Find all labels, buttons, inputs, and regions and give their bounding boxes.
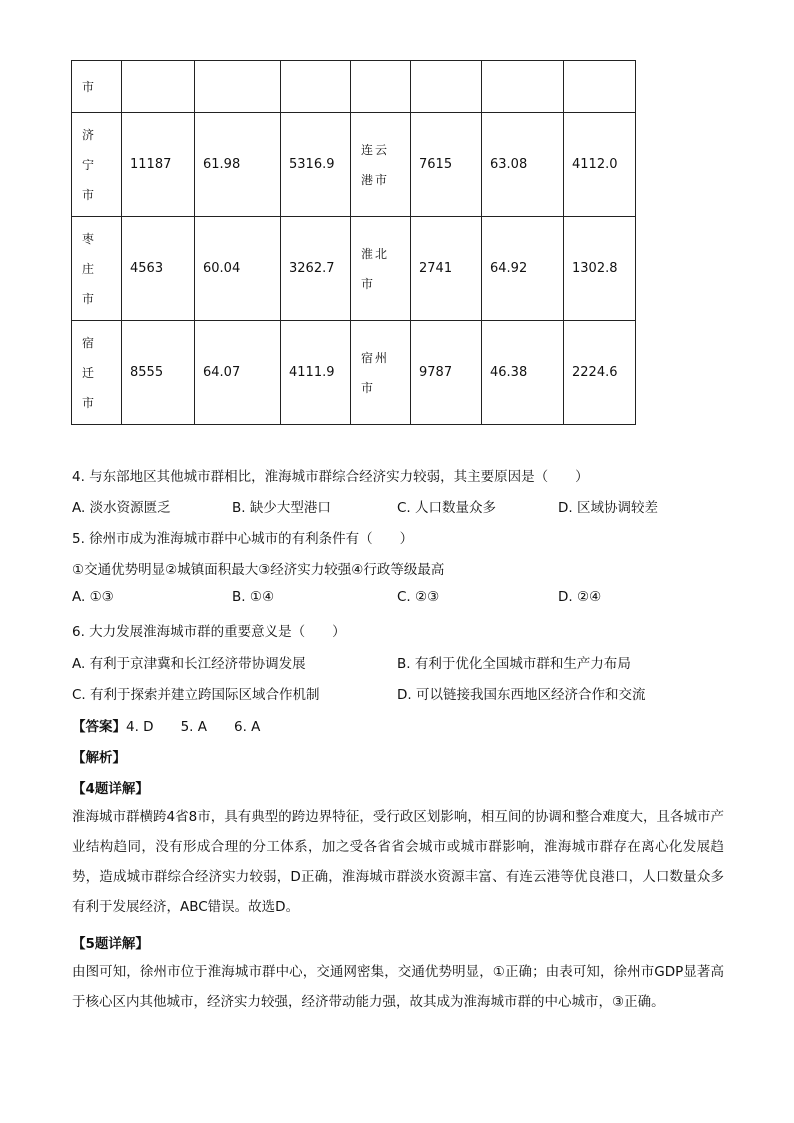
value-cell — [482, 61, 564, 113]
q6-option-b: B. 有利于优化全国城市群和生产力布局 — [397, 656, 631, 672]
value-cell: 46.38 — [482, 321, 564, 425]
city-name-cell — [351, 217, 411, 321]
city-name-part: 宿 — [82, 335, 97, 350]
city-name-part: 市 — [82, 395, 97, 410]
city-name-cell — [72, 113, 122, 217]
value-cell: 61.98 — [195, 113, 281, 217]
table-row — [72, 113, 636, 217]
value-cell: 4111.9 — [281, 321, 351, 425]
value-cell: 3262.7 — [281, 217, 351, 321]
value-cell: 7615 — [411, 113, 482, 217]
table-row — [72, 61, 636, 113]
table-row — [72, 321, 636, 425]
q4-option-d: D. 区域协调较差 — [558, 500, 658, 516]
city-name-part: 宿州 — [361, 350, 390, 365]
city-name-cell — [72, 217, 122, 321]
value-cell: 11187 — [122, 113, 195, 217]
city-name-part: 市 — [82, 187, 97, 202]
value-cell — [195, 61, 281, 113]
city-data-table — [71, 60, 636, 425]
question-6-stem: 6. 大力发展淮海城市群的重要意义是（ ） — [72, 624, 346, 640]
question-4-stem: 4. 与东部地区其他城市群相比，淮海城市群综合经济实力较弱，其主要原因是（ ） — [72, 469, 589, 485]
city-name-part: 市 — [361, 380, 376, 395]
value-cell: 1302.8 — [564, 217, 636, 321]
value-cell: 2741 — [411, 217, 482, 321]
value-cell — [281, 61, 351, 113]
city-name-cell — [72, 321, 122, 425]
city-name-part: 庄 — [82, 261, 97, 276]
table-row — [72, 217, 636, 321]
detail-5-text: 由图可知，徐州市位于淮海城市群中心，交通网密集，交通优势明显，①正确；由表可知，徐州市GDP显著高于核心区内其他城市，经济实力较强，经济带动能力强，故其成为淮海城市群的中心城市，③正确。 — [72, 964, 724, 1010]
value-cell: 4563 — [122, 217, 195, 321]
q5-option-a: A. ①③ — [72, 589, 114, 605]
city-name-part: 市 — [361, 276, 376, 291]
value-cell: 60.04 — [195, 217, 281, 321]
analysis-label: 【解析】 — [72, 750, 126, 766]
q5-option-d: D. ②④ — [558, 589, 602, 605]
city-name-part: 迁 — [82, 365, 97, 380]
detail-5-label: 【5题详解】 — [72, 936, 149, 952]
value-cell: 5316.9 — [281, 113, 351, 217]
answer-label: 【答案】 — [72, 719, 126, 735]
value-cell: 2224.6 — [564, 321, 636, 425]
city-name-part: 淮北 — [361, 246, 390, 261]
q6-option-d: D. 可以链接我国东西地区经济合作和交流 — [397, 687, 646, 703]
value-cell — [564, 61, 636, 113]
value-cell — [122, 61, 195, 113]
q4-option-c: C. 人口数量众多 — [397, 500, 497, 516]
city-name-part: 港市 — [361, 172, 390, 187]
q6-option-a: A. 有利于京津冀和长江经济带协调发展 — [72, 656, 306, 672]
q4-option-b: B. 缺少大型港口 — [232, 500, 331, 516]
answer-line — [72, 715, 260, 735]
city-name-part: 市 — [82, 291, 97, 306]
value-cell — [411, 61, 482, 113]
value-cell: 64.07 — [195, 321, 281, 425]
city-name-part: 枣 — [82, 231, 97, 246]
question-5-stem: 5. 徐州市成为淮海城市群中心城市的有利条件有（ ） — [72, 531, 414, 547]
q5-option-c: C. ②③ — [397, 589, 440, 605]
city-name-cell — [351, 61, 411, 113]
question-5-items: ①交通优势明显②城镇面积最大③经济实力较强④行政等级最高 — [72, 562, 445, 578]
city-name-cell — [72, 61, 122, 113]
detail-4-text: 淮海城市群横跨4省8市，具有典型的跨边界特征，受行政区划影响，相互间的协调和整合难度大，且各城市产业结构趋同，没有形成合理的分工体系，加之受各省省会城市或城市群影响，淮海城市群存在离心化发展趋势，造成城市群综合经济实力较弱，D正确，淮海城市群淡水资源丰富、有连云港等优良港口，人口数量众多有利于发展经济，ABC错误。故选D。 — [72, 809, 724, 915]
value-cell: 63.08 — [482, 113, 564, 217]
city-name-part: 宁 — [82, 157, 97, 172]
value-cell: 4112.0 — [564, 113, 636, 217]
city-name-part: 济 — [82, 127, 97, 142]
q6-option-c: C. 有利于探索并建立跨国际区域合作机制 — [72, 687, 320, 703]
value-cell: 64.92 — [482, 217, 564, 321]
city-name-part: 市 — [82, 79, 97, 94]
city-name-cell — [351, 113, 411, 217]
detail-4-label: 【4题详解】 — [72, 781, 149, 797]
value-cell: 9787 — [411, 321, 482, 425]
city-name-cell — [351, 321, 411, 425]
value-cell: 8555 — [122, 321, 195, 425]
answer-text: 4. D 5. A 6. A — [126, 719, 261, 735]
city-name-part: 连云 — [361, 142, 390, 157]
q5-option-b: B. ①④ — [232, 589, 275, 605]
q4-option-a: A. 淡水资源匮乏 — [72, 500, 171, 516]
